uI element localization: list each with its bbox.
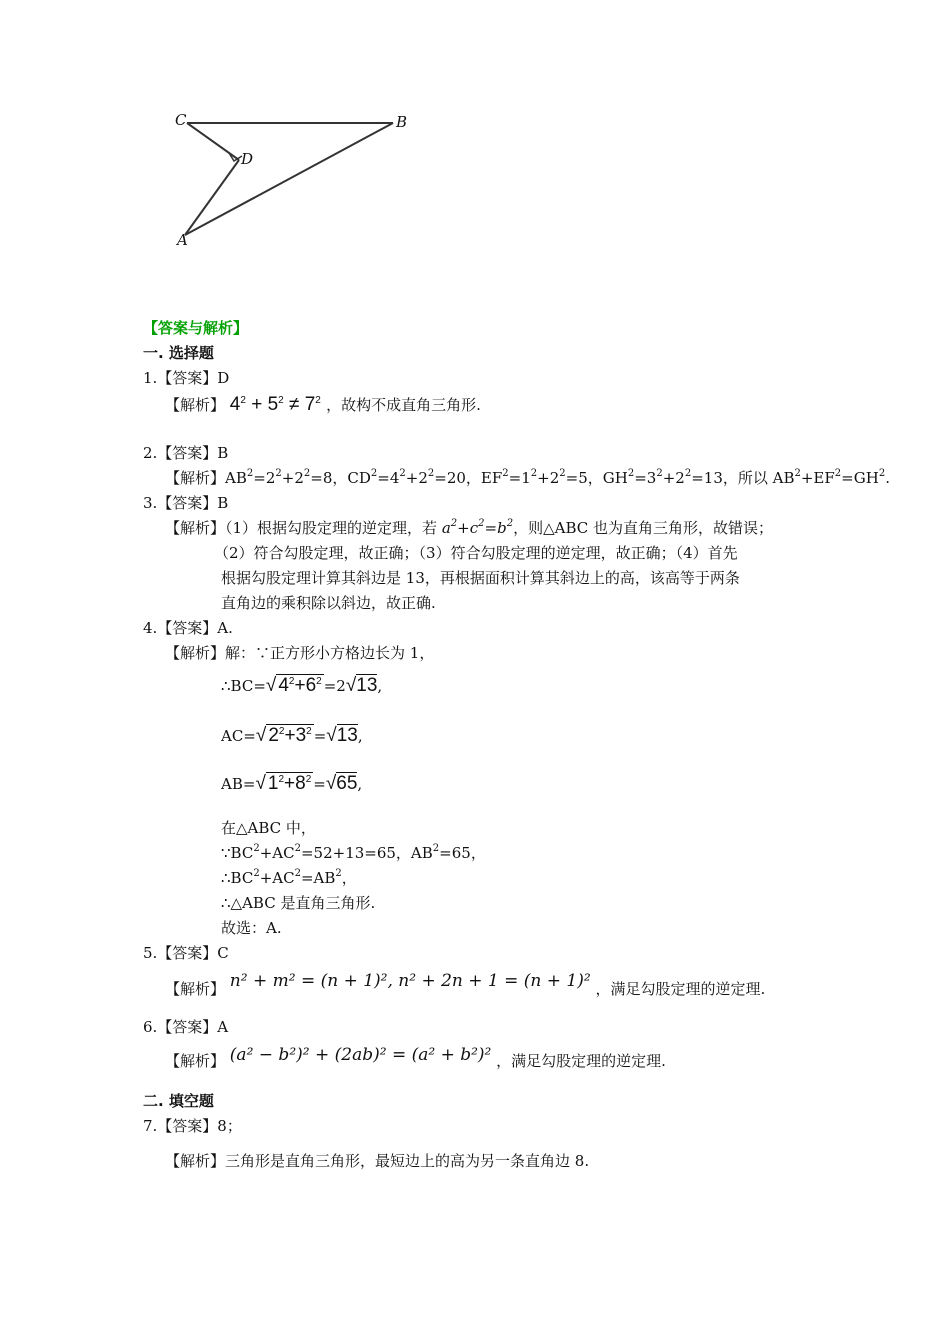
q1-formula: $4^2 + 5^2 \ne 7^2$ (229, 394, 321, 415)
q1-text: ，故构不成直角三角形. (326, 396, 481, 414)
q6-formula: (a² − b²)² + (2ab)² = (a² + b²)² (229, 1045, 492, 1065)
q4-line-therefore2: ∴△ABC 是直角三角形. (221, 894, 376, 912)
q2-analysis: 【解析】$AB^2=2^2+2^2=8$，$CD^2=4^2+2^2=20$，$EF^2=1^2+2^2=5$，$GH^2=3^2+2^2=13$，所以 $AB^2+EF^2=GH^2$. (165, 468, 890, 487)
q5-answer: 5.【答案】C (143, 944, 229, 962)
q4-line-therefore1: $\therefore BC^2+AC^2=AB^2$， (221, 868, 357, 887)
q6-answer: 6.【答案】A (143, 1018, 229, 1036)
q4-line-choose: 故选：A. (221, 919, 282, 937)
label-b: B (396, 113, 408, 131)
q6-analysis: 【解析】 (a² − b²)² + (2ab)² = (a² + b²)² ，满足勾股定理的逆定理. (165, 1045, 666, 1070)
q1-analysis (165, 395, 481, 415)
triangle-figure (165, 105, 425, 255)
q7-analysis: 【解析】三角形是直角三角形，最短边上的高为另一条直角边 8. (165, 1152, 590, 1170)
q7-answer: 7.【答案】8； (143, 1117, 242, 1135)
analysis-tag: 【解析】 (165, 519, 226, 537)
q4-ac-line: AC=√ $2^2+3^2 =√13$, (221, 725, 363, 746)
segment-ab (185, 123, 393, 235)
q5-formula: n² + m² = (n + 1)², n² + 2n + 1 = (n + 1)² (229, 971, 591, 991)
q3-analysis-line3: 根据勾股定理计算其斜边是 13，再根据面积计算其斜边上的高，该高等于两条 (221, 569, 740, 587)
q3-answer: 3.【答案】B (143, 494, 229, 512)
analysis-tag: 【解析】 (165, 469, 226, 487)
q4-line-because: $\because BC^2+AC^2=52+13=65$，$AB^2=65$， (221, 843, 486, 862)
analysis-tag: 【解析】 (165, 1152, 226, 1170)
label-a: A (177, 231, 188, 249)
q3-analysis-line2: （2）符合勾股定理，故正确；（3）符合勾股定理的逆定理，故正确；（4）首先 (214, 544, 738, 562)
q4-answer: 4.【答案】A. (143, 619, 233, 637)
q2-answer: 2.【答案】B (143, 444, 229, 462)
section-title-choice: 一. 选择题 (143, 344, 214, 362)
segment-cd (187, 123, 239, 160)
analysis-tag: 【解析】 (165, 396, 226, 414)
q3-analysis-line4: 直角边的乘积除以斜边，故正确. (221, 594, 436, 612)
q4-ab-line: AB=√ $1^2+8^2 =√65$, (221, 773, 363, 794)
q5-analysis: 【解析】 n² + m² = (n + 1)², n² + 2n + 1 = (n + 1)² ，满足勾股定理的逆定理. (165, 971, 766, 998)
answers-heading: 【答案与解析】 (143, 319, 249, 337)
q3-analysis-line1: 【解析】（1）根据勾股定理的逆定理，若 $a^2+c^2=b^2$，则△ABC 也为直角三角形，故错误； (165, 518, 774, 537)
q1-answer: 1.【答案】D (143, 369, 230, 387)
analysis-tag: 【解析】 (165, 1052, 226, 1070)
section-title-fill: 二. 填空题 (143, 1092, 214, 1110)
q4-analysis-intro: 【解析】解：∵正方形小方格边长为 1， (165, 644, 435, 662)
label-d: D (241, 150, 254, 168)
q4-bc-line: ∴BC=√ $4^2+6^2 =2√13$, (221, 675, 383, 696)
q4-line-in: 在△ABC 中， (221, 819, 316, 837)
segment-da (185, 160, 239, 235)
analysis-tag: 【解析】 (165, 644, 226, 662)
analysis-tag: 【解析】 (165, 980, 226, 998)
label-c: C (175, 111, 187, 129)
